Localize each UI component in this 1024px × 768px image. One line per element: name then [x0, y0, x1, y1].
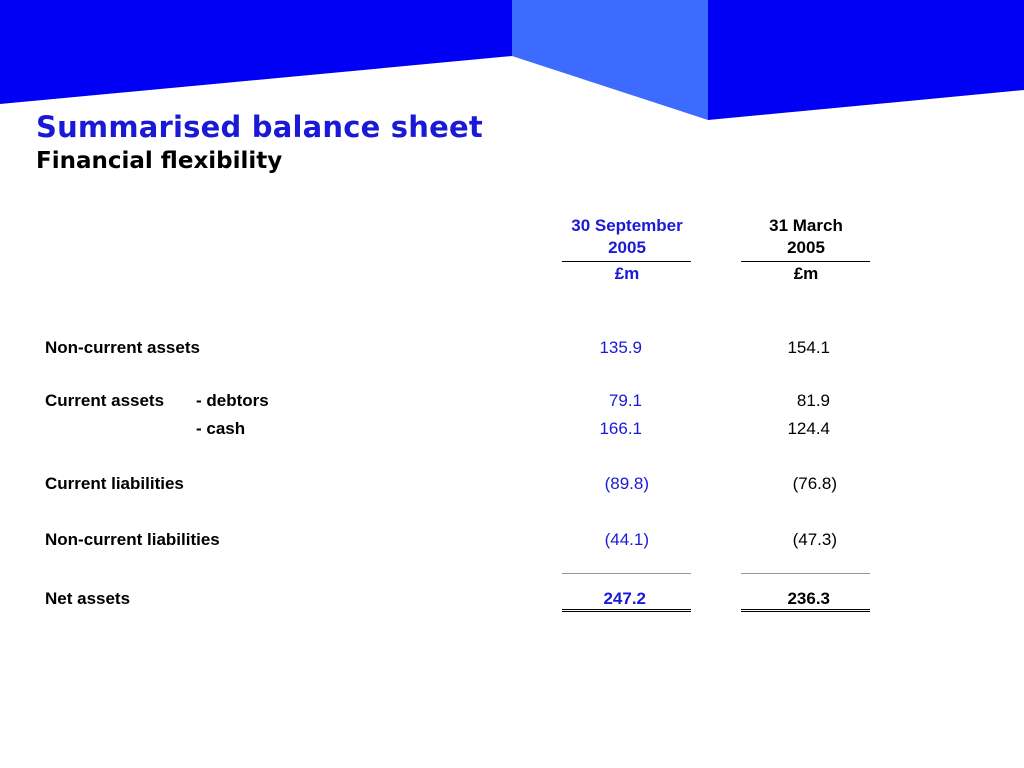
banner-middle-shape	[512, 0, 708, 120]
total-double-rule	[562, 609, 691, 612]
value-cash-sep: 166.1	[599, 419, 642, 438]
row-label-non-current-assets: Non-current assets	[45, 338, 200, 357]
value-net-assets-sep: 247.2	[603, 589, 646, 608]
column-header-rule	[562, 261, 691, 262]
banner-right-shape	[708, 0, 1024, 120]
column-header-year: 2005	[608, 238, 646, 257]
subtotal-rule	[741, 573, 870, 574]
row-label-current-liabilities: Current liabilities	[45, 474, 184, 493]
value-non-current-assets-sep: 135.9	[599, 338, 642, 357]
value-current-liabilities-sep: (89.8)	[604, 474, 649, 493]
column-header-date: 30 September	[571, 216, 683, 235]
column-header-date: 31 March	[769, 216, 843, 235]
row-label-non-current-liabilities: Non-current liabilities	[45, 530, 220, 549]
column-header-sep-2005	[562, 215, 692, 285]
column-header-year: 2005	[787, 238, 825, 257]
total-double-rule	[741, 609, 870, 612]
value-cash-mar: 124.4	[787, 419, 830, 438]
row-label-cash: - cash	[196, 419, 246, 438]
row-label-net-assets: Net assets	[45, 589, 131, 608]
value-non-current-liabilities-sep: (44.1)	[604, 530, 649, 549]
banner-left-shape	[0, 0, 512, 104]
value-debtors-mar: 81.9	[796, 391, 830, 410]
value-current-liabilities-mar: (76.8)	[792, 474, 837, 493]
value-debtors-sep: 79.1	[608, 391, 642, 410]
slide-subtitle: Financial flexibility	[36, 148, 283, 174]
column-header-mar-2005	[741, 215, 871, 285]
column-header-unit: £m	[614, 264, 640, 283]
slide-title: Summarised balance sheet	[36, 110, 483, 144]
column-header-unit: £m	[793, 264, 819, 283]
row-label-current-assets: Current assets	[45, 391, 165, 410]
row-label-debtors: - debtors	[196, 391, 269, 410]
value-non-current-liabilities-mar: (47.3)	[792, 530, 837, 549]
value-net-assets-mar: 236.3	[787, 589, 830, 608]
subtotal-rule	[562, 573, 691, 574]
column-header-rule	[741, 261, 870, 262]
value-non-current-assets-mar: 154.1	[787, 338, 830, 357]
